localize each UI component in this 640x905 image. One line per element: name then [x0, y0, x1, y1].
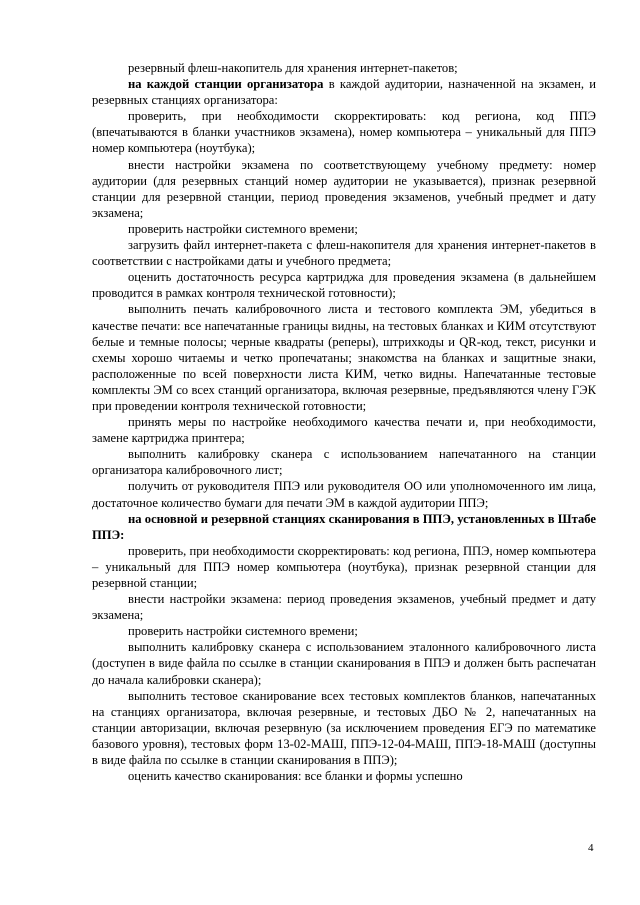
paragraph-8: выполнить печать калибровочного листа и тестового комплекта ЭМ, убедиться в качестве печати: все напечатанные границы видны, на тестовых бланках и КИМ отсутствуют белые и темные полосы; черные квадраты (реперы), штрихкоды и QR-код, текст, рисунки и схемы хорошо читаемы и четко пропечатаны; знакомства на бланках и защитные знаки, расположенные по всей поверхности листа КИМ, четко видны. Напечатанные тестовые комплекты ЭМ со всех станций организатора, включая резервные, предъявляются члену ГЭК при проведении контроля технической готовности;	[92, 302, 596, 413]
page-number: 4	[588, 842, 594, 854]
bold-heading: на основной и резервной станциях сканирования в ППЭ, установленных в Штабе ППЭ:	[92, 511, 596, 542]
paragraph-9: принять меры по настройке необходимого качества печати и, при необходимости, замене картриджа принтера;	[92, 415, 596, 446]
paragraph-13: проверить, при необходимости скорректировать: код региона, ППЭ, номер компьютера – уникальный для ППЭ номер компьютера (ноутбука), признак резервной станции для резервной станции;	[92, 543, 596, 590]
bold-heading: на каждой станции организатора	[128, 77, 324, 92]
paragraph-12	[92, 511, 596, 543]
paragraph-1: резервный флеш-накопитель для хранения интернет-пакетов;	[128, 61, 458, 75]
paragraph-5: проверить настройки системного времени;	[128, 221, 358, 236]
paragraph-18: оценить качество сканирования: все бланки и формы успешно	[128, 769, 463, 784]
paragraph-11: получить от руководителя ППЭ или руководителя ОО или уполномоченного им лица, достаточное количество бумаги для печати ЭМ в каждой аудитории ППЭ;	[92, 479, 596, 510]
paragraph-7: оценить достаточность ресурса картриджа для проведения экзамена (в дальнейшем проводится в рамках контроля технической готовности);	[92, 270, 596, 301]
paragraph-3: проверить, при необходимости скорректировать: код региона, код ППЭ (впечатываются в бланки участников экзамена), номер компьютера – уникальный для ППЭ номер компьютера (ноутбука);	[92, 109, 596, 156]
paragraph-14: внести настройки экзамена: период проведения экзаменов, учебный предмет и дату экзамена;	[92, 592, 596, 623]
paragraph-10: выполнить калибровку сканера с использованием напечатанного на станции организатора калибровочного лист;	[92, 447, 596, 478]
paragraph-17: выполнить тестовое сканирование всех тестовых комплектов бланков, напечатанных на станциях организатора, включая резервные, и тестовых ДБО № 2, напечатанных на станции авторизации, включая резервную (за исключением проведения ЕГЭ по математике базового уровня), тестовых форм 13-02-МАШ, ППЭ-12-04-МАШ, ППЭ-18-МАШ (доступны в виде файла по ссылке в станции сканирования в ППЭ);	[92, 688, 596, 768]
paragraph-2: на каждой станции организатора в каждой аудитории, назначенной на экзамен, и резервных станциях организатора:	[92, 77, 596, 108]
document-body	[92, 60, 596, 784]
paragraph-15: проверить настройки системного времени;	[128, 624, 358, 639]
paragraph-4: внести настройки экзамена по соответствующему учебному предмету: номер аудитории (для резервных станций номер аудитории не указывается), признак резервной станции для резервной станции, период проведения экзаменов, учебный предмет и дату экзамена;	[92, 157, 596, 220]
paragraph-6: загрузить файл интернет-пакета с флеш-накопителя для хранения интернет-пакетов в соответствии с настройками даты и учебного предмета;	[92, 238, 596, 269]
paragraph-16: выполнить калибровку сканера с использованием эталонного калибровочного листа (доступен в виде файла по ссылке в станции сканирования в ППЭ и должен быть распечатан до начала калибровки сканера);	[92, 640, 596, 687]
